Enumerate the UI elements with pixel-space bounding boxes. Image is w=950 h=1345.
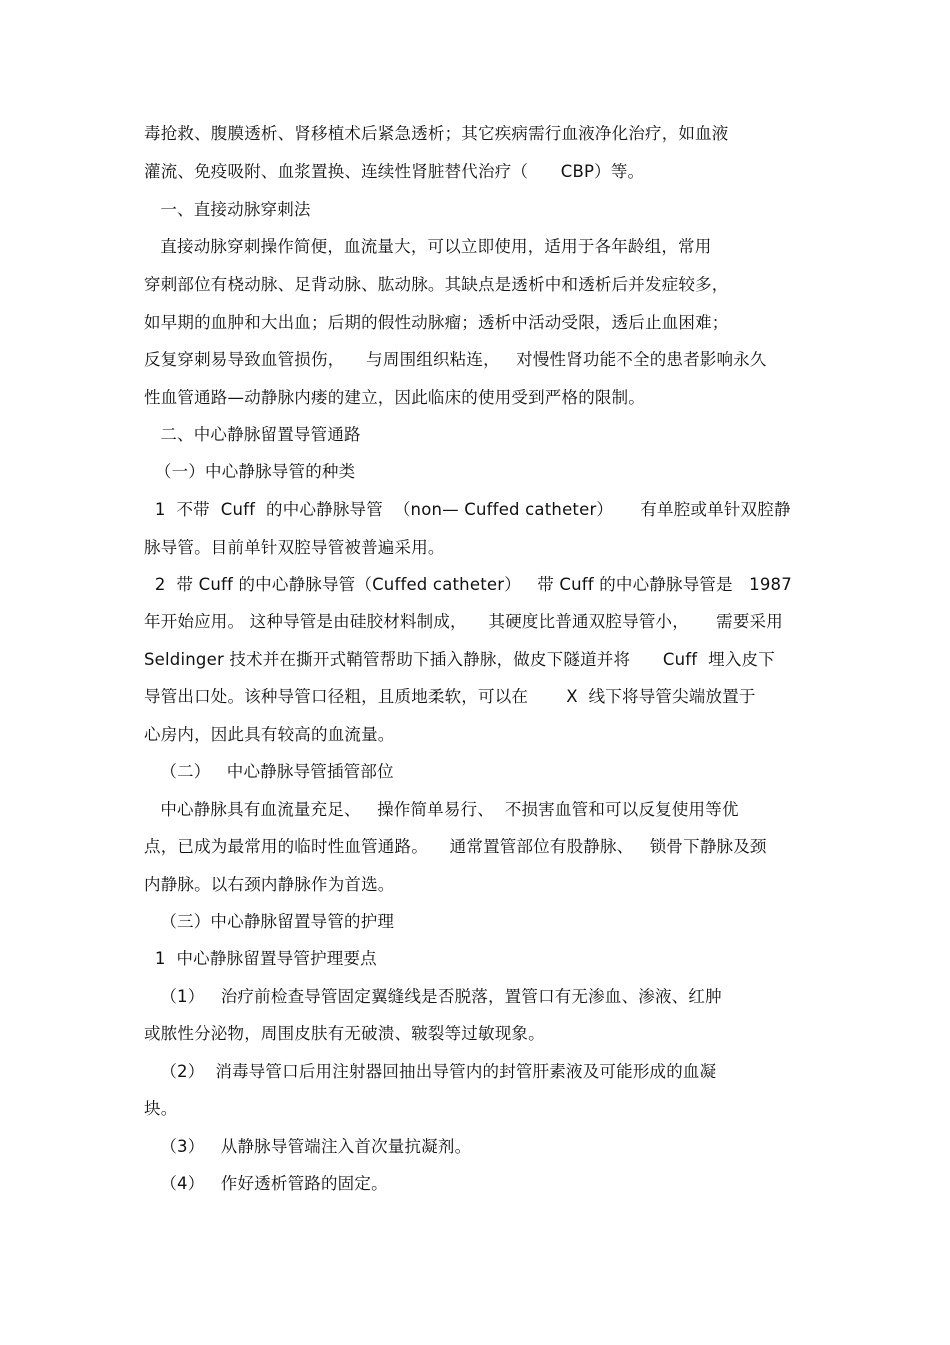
text-line: 反复穿刺易导致血管损伤， 与周围组织粘连， 对慢性肾功能不全的患者影响永久 — [144, 350, 767, 369]
section-heading: 二、中心静脉留置导管通路 — [144, 425, 361, 444]
text-line: 2 带 Cuff 的中心静脉导管（Cuffed catheter） 带 Cuff 的中心静脉导管是 1987 — [144, 575, 792, 594]
text-line: Seldinger 技术并在撕开式鞘管帮助下插入静脉，做皮下隧道并将 Cuff 埋入皮下 — [144, 650, 775, 669]
list-heading: 1 中心静脉留置导管护理要点 — [144, 949, 377, 968]
text-line: 毒抢救、腹膜透析、肾移植术后紧急透析；其它疾病需行血液净化治疗，如血液 — [144, 124, 729, 143]
text-line: 穿刺部位有桡动脉、足背动脉、肱动脉。其缺点是透析中和透析后并发症较多， — [144, 275, 729, 294]
subsection-heading: （二） 中心静脉导管插管部位 — [144, 762, 394, 781]
text-line: 1 不带 Cuff 的中心静脉导管 （non— Cuffed catheter） 有单腔或单针双腔静 — [144, 500, 791, 519]
text-line: 直接动脉穿刺操作简便，血流量大，可以立即使用，适用于各年龄组，常用 — [144, 237, 712, 256]
text-line: 性血管通路—动静脉内瘘的建立，因此临床的使用受到严格的限制。 — [144, 388, 645, 407]
text-line: 块。 — [144, 1099, 178, 1118]
text-line: 中心静脉具有血流量充足、 操作简单易行、 不损害血管和可以反复使用等优 — [144, 800, 739, 819]
text-line: 脉导管。目前单针双腔导管被普遍采用。 — [144, 538, 445, 557]
subsection-heading: （一）中心静脉导管的种类 — [144, 462, 356, 481]
text-line: 心房内，因此具有较高的血流量。 — [144, 725, 395, 744]
text-line: 年开始应用。 这种导管是由硅胶材料制成， 其硬度比普通双腔导管小， 需要采用 — [144, 612, 783, 631]
text-line: 如早期的血肿和大出血；后期的假性动脉瘤；透析中活动受限，透后止血困难； — [144, 313, 729, 332]
subsection-heading: （三）中心静脉留置导管的护理 — [144, 912, 395, 931]
text-line: （2） 消毒导管口后用注射器回抽出导管内的封管肝素液及可能形成的血凝 — [144, 1062, 717, 1081]
text-line: （4） 作好透析管路的固定。 — [144, 1174, 388, 1193]
text-line: 内静脉。以右颈内静脉作为首选。 — [144, 875, 395, 894]
section-heading: 一、直接动脉穿刺法 — [144, 200, 311, 219]
text-line: 点，已成为最常用的临时性血管通路。 通常置管部位有股静脉、 锁骨下静脉及颈 — [144, 837, 767, 856]
text-line: 灌流、免疫吸附、血浆置换、连续性肾脏替代治疗（ CBP）等。 — [144, 162, 645, 181]
text-line: （1） 治疗前检查导管固定翼缝线是否脱落，置管口有无渗血、渗液、红肿 — [144, 987, 722, 1006]
text-line: 导管出口处。该种导管口径粗，且质地柔软，可以在 X 线下将导管尖端放置于 — [144, 687, 756, 706]
text-line: 或脓性分泌物，周围皮肤有无破溃、皲裂等过敏现象。 — [144, 1024, 545, 1043]
text-line: （3） 从静脉导管端注入首次量抗凝剂。 — [144, 1137, 472, 1156]
